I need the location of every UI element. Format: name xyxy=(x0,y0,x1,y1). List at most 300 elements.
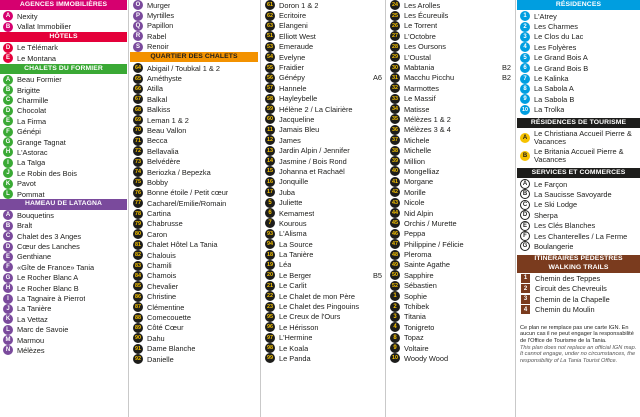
legend-badge: S xyxy=(133,42,143,52)
legend-item xyxy=(262,218,384,228)
legend-label: Le Creux de l'Ours xyxy=(279,312,341,322)
legend-label: Renoir xyxy=(147,42,169,52)
legend-item xyxy=(262,145,384,155)
legend-badge: 35 xyxy=(392,116,398,123)
legend-item xyxy=(0,241,127,251)
legend-item xyxy=(130,312,258,322)
legend-label: Bellavalia xyxy=(147,146,179,156)
legend-label: La Taïga xyxy=(17,158,46,168)
legend-item xyxy=(387,21,513,31)
legend-badge: 26 xyxy=(392,22,398,29)
legend-badge: D xyxy=(3,106,13,116)
legend-item xyxy=(0,210,127,220)
legend-item xyxy=(517,189,640,199)
legend-badge: 8 xyxy=(520,84,530,94)
legend-label: Sophie xyxy=(404,291,428,301)
legend-item xyxy=(0,252,127,262)
legend-label: L'Hermine xyxy=(279,333,313,343)
legend-item xyxy=(517,84,640,94)
legend-item xyxy=(517,200,640,210)
legend-label: Juliette xyxy=(279,198,303,208)
legend-item xyxy=(0,231,127,241)
legend-badge: L xyxy=(3,189,13,199)
legend-item xyxy=(130,31,258,41)
section-header-hotels: HÔTELS xyxy=(0,32,127,42)
legend-item xyxy=(387,42,513,52)
legend-label: Améthyste xyxy=(147,74,182,84)
legend-badge: 48 xyxy=(392,251,398,258)
legend-label: Kourous xyxy=(279,218,307,228)
legend-item xyxy=(262,52,384,62)
legend-item xyxy=(517,42,640,52)
legend-badge: 36 xyxy=(392,126,398,133)
legend-label: Le Hérisson xyxy=(279,322,319,332)
legend-label: L'Octobre xyxy=(404,31,436,41)
grid-reference: B2 xyxy=(501,63,511,73)
legend-label: Le Chalet de mon Père xyxy=(279,291,356,301)
legend-item xyxy=(387,343,513,353)
legend-badge: 85 xyxy=(135,283,141,290)
legend-badge: C xyxy=(520,200,530,210)
legend-badge: 59 xyxy=(267,106,273,113)
legend-label: Charmille xyxy=(17,95,49,105)
legend-label: Léa xyxy=(279,260,292,270)
legend-badge: 13 xyxy=(267,147,273,154)
legend-label: Pleroma xyxy=(404,250,432,260)
legend-badge: 63 xyxy=(267,22,273,29)
legend-badge: 19 xyxy=(267,261,273,268)
legend-badge: 69 xyxy=(135,117,141,124)
legend-label: La Tagnaire à Pierrot xyxy=(17,294,86,303)
legend-item xyxy=(0,147,127,157)
legend-label: Rabel xyxy=(147,31,167,41)
legend-badge: 9 xyxy=(520,94,530,104)
legend-item xyxy=(130,188,258,198)
legend-label: Le Christiana Accueil Pierre & Vacances xyxy=(534,130,632,146)
legend-badge: 27 xyxy=(392,33,398,40)
legend-badge: 75 xyxy=(135,179,141,186)
legend-label: Mélèzes xyxy=(17,345,45,355)
legend-item xyxy=(0,106,127,116)
legend-badge: 15 xyxy=(267,168,273,175)
legend-badge: 91 xyxy=(135,345,141,352)
legend-item xyxy=(517,11,640,21)
legend-item xyxy=(262,42,384,52)
legend-item xyxy=(0,53,127,63)
legend-badge: B xyxy=(520,151,530,161)
legend-badge: 82 xyxy=(135,252,141,259)
legend-badge: 76 xyxy=(135,189,141,196)
legend-label: Cartina xyxy=(147,209,171,219)
legend-badge: 17 xyxy=(267,189,273,196)
legend-label: Danielle xyxy=(147,354,174,364)
legend-label: La Tanière xyxy=(279,250,314,260)
legend-item xyxy=(387,114,513,124)
legend-item xyxy=(387,156,513,166)
legend-badge: B xyxy=(3,221,13,231)
legend-item xyxy=(262,187,384,197)
section-header-services: SERVICES ET COMMERCES xyxy=(517,168,640,178)
legend-label: Johanna et Rachaël xyxy=(279,166,345,176)
legend-badge: 89 xyxy=(135,324,141,331)
legend-label: Orchis / Murette xyxy=(404,218,457,228)
legend-badge: 96 xyxy=(267,324,273,331)
legend-item xyxy=(0,345,127,355)
legend-badge: F xyxy=(520,231,530,241)
legend-badge: O xyxy=(133,0,143,10)
legend-badge: 73 xyxy=(135,158,141,165)
legend-label: Becca xyxy=(147,136,168,146)
legend-item xyxy=(0,314,127,324)
legend-item xyxy=(0,126,127,136)
legend-badge: 3 xyxy=(521,295,530,304)
legend-label: Le Rocher Blanc A xyxy=(17,273,79,283)
legend-label: James xyxy=(279,135,301,145)
section-header-chalets-formier: CHALETS DU FORMIER xyxy=(0,64,127,74)
legend-badge: 90 xyxy=(135,335,141,342)
legend-item xyxy=(0,137,127,147)
legend-item xyxy=(517,147,640,165)
legend-item xyxy=(130,177,258,187)
legend-badge: 14 xyxy=(267,158,273,165)
legend-badge: 53 xyxy=(267,43,273,50)
legend-label: Jardin Alpin / Jennifer xyxy=(279,146,350,156)
legend-label: Le Rocher Blanc B xyxy=(17,283,79,293)
legend-label: Sébastien xyxy=(404,281,437,291)
legend-badge: 9 xyxy=(390,343,400,353)
legend-item xyxy=(130,136,258,146)
legend-item xyxy=(387,239,513,249)
legend-label: Fraidier xyxy=(279,63,305,73)
legend-item xyxy=(262,156,384,166)
legend-item xyxy=(130,84,258,94)
legend-label: Marc de Savoie xyxy=(17,325,69,335)
legend-badge: 33 xyxy=(392,95,398,102)
legend-badge: 24 xyxy=(392,2,398,9)
legend-badge: 30 xyxy=(392,64,398,71)
legend-badge: 78 xyxy=(135,210,141,217)
legend-label: La Source xyxy=(279,239,313,249)
legend-badge: I xyxy=(3,158,13,168)
legend-label: Atilla xyxy=(147,84,164,94)
legend-item xyxy=(0,262,127,272)
legend-item xyxy=(0,21,127,31)
legend-item xyxy=(0,273,127,283)
list-quartier-chalets xyxy=(130,63,258,364)
legend-item xyxy=(130,156,258,166)
legend-label: Le Massif xyxy=(404,94,436,104)
legend-badge: 4 xyxy=(520,42,530,52)
legend-badge: 87 xyxy=(135,304,141,311)
legend-label: Million xyxy=(404,156,425,166)
legend-item xyxy=(262,322,384,332)
legend-badge: Q xyxy=(133,21,143,31)
legend-badge: 38 xyxy=(392,147,398,154)
legend-item xyxy=(262,353,384,363)
legend-badge: 11 xyxy=(265,125,275,135)
legend-item xyxy=(517,304,640,314)
legend-label: Chalouis xyxy=(147,250,176,260)
legend-item xyxy=(0,293,127,303)
legend-label: Dahu xyxy=(147,333,165,343)
legend-badge: 18 xyxy=(267,251,273,258)
legend-badge: 84 xyxy=(135,272,141,279)
legend-item xyxy=(0,85,127,95)
legend-item xyxy=(517,53,640,63)
section-header-quartier-chalets: QUARTIER DES CHALETS xyxy=(130,52,258,62)
legend-item xyxy=(130,63,258,73)
legend-label: Les Folyères xyxy=(534,42,577,52)
legend-item xyxy=(262,114,384,124)
legend-label: Woody Wood xyxy=(404,353,449,363)
legend-badge: 83 xyxy=(135,262,141,269)
legend-item xyxy=(130,198,258,208)
legend-label: Jasmine / Bois Rond xyxy=(279,156,347,166)
legend-badge: 67 xyxy=(135,96,141,103)
list-latagna xyxy=(0,210,127,355)
legend-badge: 37 xyxy=(392,137,398,144)
legend-badge: A xyxy=(3,210,13,220)
legend-label: Mélèzes 1 & 2 xyxy=(404,114,451,124)
legend-badge: 12 xyxy=(267,137,273,144)
legend-label: Le Clos du Lac xyxy=(534,32,584,42)
legend-label: Matisse xyxy=(404,104,430,114)
section-header-residences: RÉSIDENCES xyxy=(517,0,640,10)
legend-label: Chemin du Moulin xyxy=(535,305,595,315)
legend-badge: B xyxy=(3,85,13,95)
legend-item xyxy=(0,283,127,293)
legend-item xyxy=(262,208,384,218)
legend-badge: I xyxy=(3,294,13,304)
disclaimer-en: This plan does not replace an official IGN map. It cannot engage, under no circumstances, the responsibility of La Tania Tourist Office. xyxy=(520,344,637,364)
legend-item xyxy=(387,177,513,187)
legend-item xyxy=(387,10,513,20)
legend-badge: 55 xyxy=(267,64,273,71)
legend-label: Les Écureuils xyxy=(404,11,449,21)
legend-label: Beau Formier xyxy=(17,75,62,85)
legend-label: Chemin de la Chapelle xyxy=(535,294,610,304)
legend-item xyxy=(517,294,640,304)
legend-badge: A xyxy=(3,75,13,85)
legend-item xyxy=(387,312,513,322)
legend-badge: 10 xyxy=(522,106,528,113)
legend-item xyxy=(387,322,513,332)
legend-item xyxy=(0,158,127,168)
legend-item xyxy=(262,229,384,239)
legend-badge: 25 xyxy=(392,12,398,19)
legend-label: Chocolat xyxy=(17,106,47,116)
legend-item xyxy=(517,94,640,104)
section-header-residences-tourisme: RÉSIDENCES DE TOURISME xyxy=(517,118,640,128)
list-latagna-continued xyxy=(130,0,258,52)
legend-item xyxy=(262,239,384,249)
legend-badge: 31 xyxy=(392,74,398,81)
legend-item xyxy=(130,323,258,333)
column-3 xyxy=(262,0,384,417)
legend-label: Brigitte xyxy=(17,85,41,95)
legend-badge: B xyxy=(520,189,530,199)
legend-label: Elliott West xyxy=(279,31,316,41)
legend-badge: 64 xyxy=(135,65,141,72)
legend-item xyxy=(517,273,640,283)
legend-badge: E xyxy=(3,252,13,262)
legend-label: Nid Alpin xyxy=(404,208,434,218)
legend-label: Le Koala xyxy=(279,343,309,353)
legend-badge: 80 xyxy=(135,231,141,238)
legend-badge: 51 xyxy=(267,33,273,40)
legend-badge: R xyxy=(133,31,143,41)
legend-badge: 74 xyxy=(135,169,141,176)
legend-badge: K xyxy=(3,314,13,324)
legend-badge: C xyxy=(3,95,13,105)
list-chalets-formier xyxy=(0,75,127,200)
legend-badge: 1 xyxy=(520,11,530,21)
legend-item xyxy=(262,249,384,259)
legend-label: Chalet des 3 Anges xyxy=(17,231,82,241)
legend-item xyxy=(387,208,513,218)
legend-badge: D xyxy=(3,43,13,53)
legend-item xyxy=(0,221,127,231)
legend-badge: 57 xyxy=(267,85,273,92)
legend-badge: 6 xyxy=(265,208,275,218)
disclaimer-fr: Ce plan ne remplace pas une carte IGN. En aucun cas il ne peut engager la responsabilité de l'Office de Tourisme de la Tania. xyxy=(520,324,634,344)
legend-badge: 29 xyxy=(392,54,398,61)
legend-item xyxy=(130,240,258,250)
legend-badge: 72 xyxy=(135,148,141,155)
legend-label: Doron 1 & 2 xyxy=(279,0,319,10)
legend-badge: 44 xyxy=(392,210,398,216)
legend-label: L'Astorac xyxy=(17,147,48,157)
legend-item xyxy=(262,83,384,93)
grid-reference: B5 xyxy=(372,270,382,280)
legend-item xyxy=(130,42,258,52)
legend-label: Ecritoire xyxy=(279,11,307,21)
legend-label: Jonquille xyxy=(279,177,309,187)
legend-label: Vallat Immobilier xyxy=(17,22,72,32)
legend-badge: 95 xyxy=(267,313,273,320)
legend-label: Bouquetins xyxy=(17,210,54,220)
legend-label: Christine xyxy=(147,292,177,302)
legend-badge: 65 xyxy=(135,75,141,82)
legend-item xyxy=(130,292,258,302)
legend-badge: E xyxy=(520,221,530,231)
legend-badge: A xyxy=(3,11,13,21)
legend-badge: 2 xyxy=(521,284,530,293)
legend-item xyxy=(130,125,258,135)
legend-badge: 42 xyxy=(392,189,398,196)
legend-badge: E xyxy=(3,116,13,126)
legend-label: Kemamest xyxy=(279,208,315,218)
legend-item xyxy=(130,73,258,83)
legend-label: Nicole xyxy=(404,198,425,208)
legend-item xyxy=(262,281,384,291)
legend-label: Les Charmes xyxy=(534,22,578,32)
legend-badge: 39 xyxy=(392,158,398,165)
legend-item xyxy=(517,210,640,220)
legend-badge: 32 xyxy=(392,85,398,92)
legend-badge: 6 xyxy=(520,63,530,73)
legend-label: «Gîte de France» Tania xyxy=(17,262,95,272)
legend-item xyxy=(262,343,384,353)
legend-label: Marmou xyxy=(17,335,45,345)
legend-label: Chemin des Teppes xyxy=(535,273,601,283)
legend-label: Topaz xyxy=(404,333,424,343)
legend-label: Côté Cœur xyxy=(147,323,184,333)
legend-badge: 94 xyxy=(267,241,273,248)
legend-label: Comecouette xyxy=(147,313,191,322)
legend-item xyxy=(262,260,384,270)
legend-item xyxy=(262,197,384,207)
legend-label: L'Atrey xyxy=(534,11,557,21)
legend-badge: 23 xyxy=(267,303,273,310)
legend-label: Bralt xyxy=(17,221,33,231)
legend-item xyxy=(517,129,640,147)
legend-badge: G xyxy=(3,137,13,147)
list-residences xyxy=(517,11,640,115)
legend-label: Balkal xyxy=(147,94,168,104)
legend-badge: G xyxy=(520,241,530,251)
legend-label: Les Arolles xyxy=(404,0,441,10)
legend-label: Chevalier xyxy=(147,281,179,291)
legend-item xyxy=(262,166,384,176)
legend-label: L'Alisma xyxy=(279,229,307,239)
legend-item xyxy=(130,302,258,312)
legend-label: Le Grand Bois B xyxy=(534,63,589,73)
legend-label: Pavot xyxy=(17,179,36,189)
legend-item xyxy=(0,95,127,105)
section-header-agences: AGENCES IMMOBILIÈRES xyxy=(0,0,127,10)
legend-item xyxy=(130,105,258,115)
legend-badge: 4 xyxy=(390,322,400,332)
legend-label: Beriozka / Bepezka xyxy=(147,167,211,177)
legend-badge: H xyxy=(3,147,13,157)
legend-label: Circuit des Chevreuils xyxy=(535,284,607,294)
legend-label: Hannele xyxy=(279,83,307,93)
legend-item xyxy=(387,353,513,363)
list-walking-trails xyxy=(517,273,640,315)
column-4 xyxy=(387,0,513,417)
legend-item xyxy=(517,179,640,189)
list-quartier-chalets-part3 xyxy=(387,0,513,364)
column-2 xyxy=(130,0,258,417)
legend-label: Le Chalet des Pingouins xyxy=(279,302,360,312)
legend-item xyxy=(387,187,513,197)
legend-label: Caron xyxy=(147,229,168,239)
legend-label: Sherpa xyxy=(534,210,558,220)
legend-item xyxy=(0,11,127,21)
legend-label: Bonne étoile / Petit cœur xyxy=(147,188,229,198)
legend-badge: 1 xyxy=(390,291,400,301)
legend-badge: 68 xyxy=(135,106,141,113)
legend-badge: 81 xyxy=(135,241,141,248)
legend-item xyxy=(0,335,127,345)
legend-item xyxy=(0,324,127,334)
legend-label: Le Berger xyxy=(279,270,312,280)
legend-label: Juba xyxy=(279,187,296,197)
legend-badge: 88 xyxy=(135,314,141,321)
legend-item xyxy=(262,135,384,145)
legend-badge: K xyxy=(3,179,13,189)
legend-badge: J xyxy=(3,168,13,178)
legend-badge: M xyxy=(3,335,13,345)
legend-badge: D xyxy=(3,242,13,252)
trails-title-en: WALKING TRAILS xyxy=(548,263,609,271)
legend-label: Evelyne xyxy=(279,52,306,62)
legend-label: Myrtilles xyxy=(147,11,175,21)
list-quartier-chalets-part2 xyxy=(262,0,384,364)
legend-label: La Sabola A xyxy=(534,84,574,94)
legend-badge: 58 xyxy=(267,95,273,102)
